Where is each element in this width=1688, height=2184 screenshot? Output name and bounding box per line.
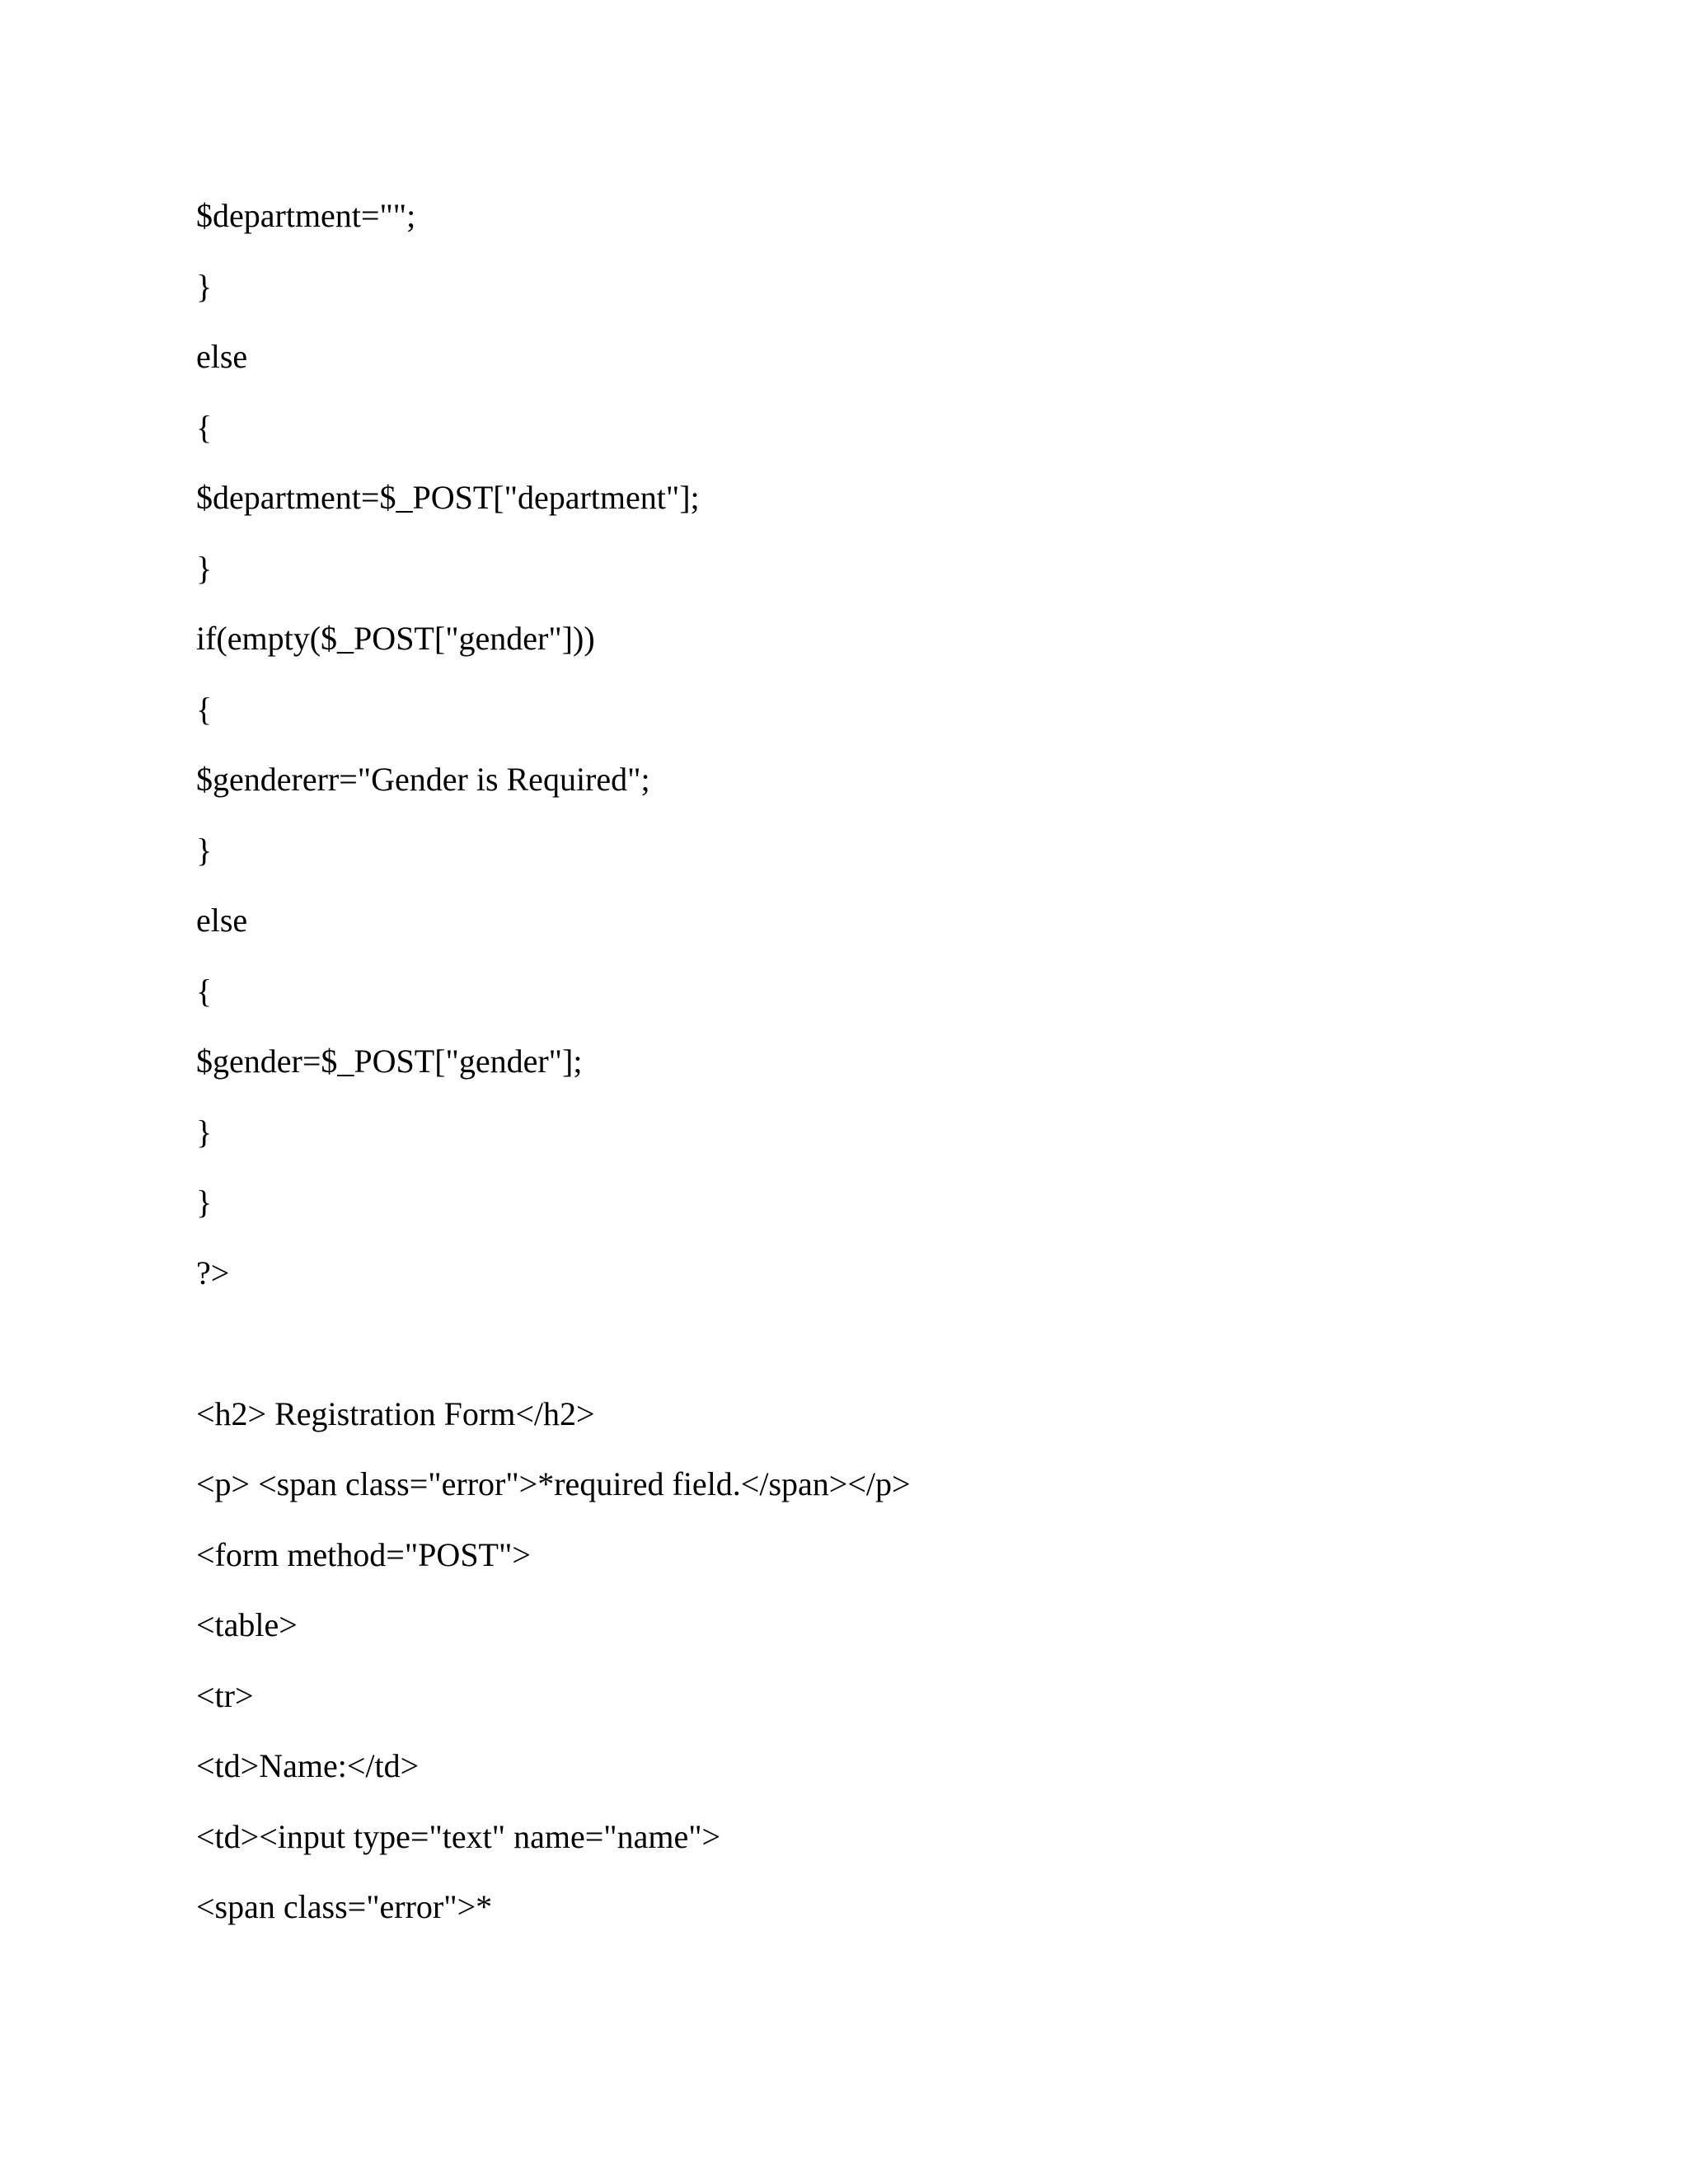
code-line: $department=""; (196, 197, 416, 234)
code-line: $department=$_POST["department"]; (196, 479, 700, 516)
code-line: <p> <span class="error">*required field.</span></p> (196, 1465, 911, 1502)
code-line: <table> (196, 1606, 298, 1643)
code-line: } (196, 1183, 213, 1221)
code-line: { (196, 408, 213, 446)
code-line: } (196, 1113, 213, 1151)
code-listing (196, 191, 1515, 1953)
code-line: $gender=$_POST["gender"]; (196, 1043, 583, 1080)
code-line: <span class="error">* (196, 1888, 493, 1925)
code-line: } (196, 549, 213, 587)
code-line: } (196, 267, 213, 305)
code-line: { (196, 972, 213, 1010)
code-line: else (196, 338, 248, 375)
code-line: else (196, 902, 248, 939)
code-line: <tr> (196, 1676, 254, 1714)
code-line: } (196, 831, 213, 869)
code-line: <h2> Registration Form</h2> (196, 1394, 595, 1432)
code-line: { (196, 690, 213, 728)
code-line: if(empty($_POST["gender"])) (196, 620, 595, 657)
code-line: <td>Name:</td> (196, 1747, 420, 1784)
code-line: <form method="POST"> (196, 1535, 531, 1573)
code-line: $gendererr="Gender is Required"; (196, 761, 650, 798)
blank-line (196, 1319, 1515, 1390)
code-line: <td><input type="text" name="name"> (196, 1817, 721, 1855)
code-line: ?> (196, 1254, 230, 1291)
